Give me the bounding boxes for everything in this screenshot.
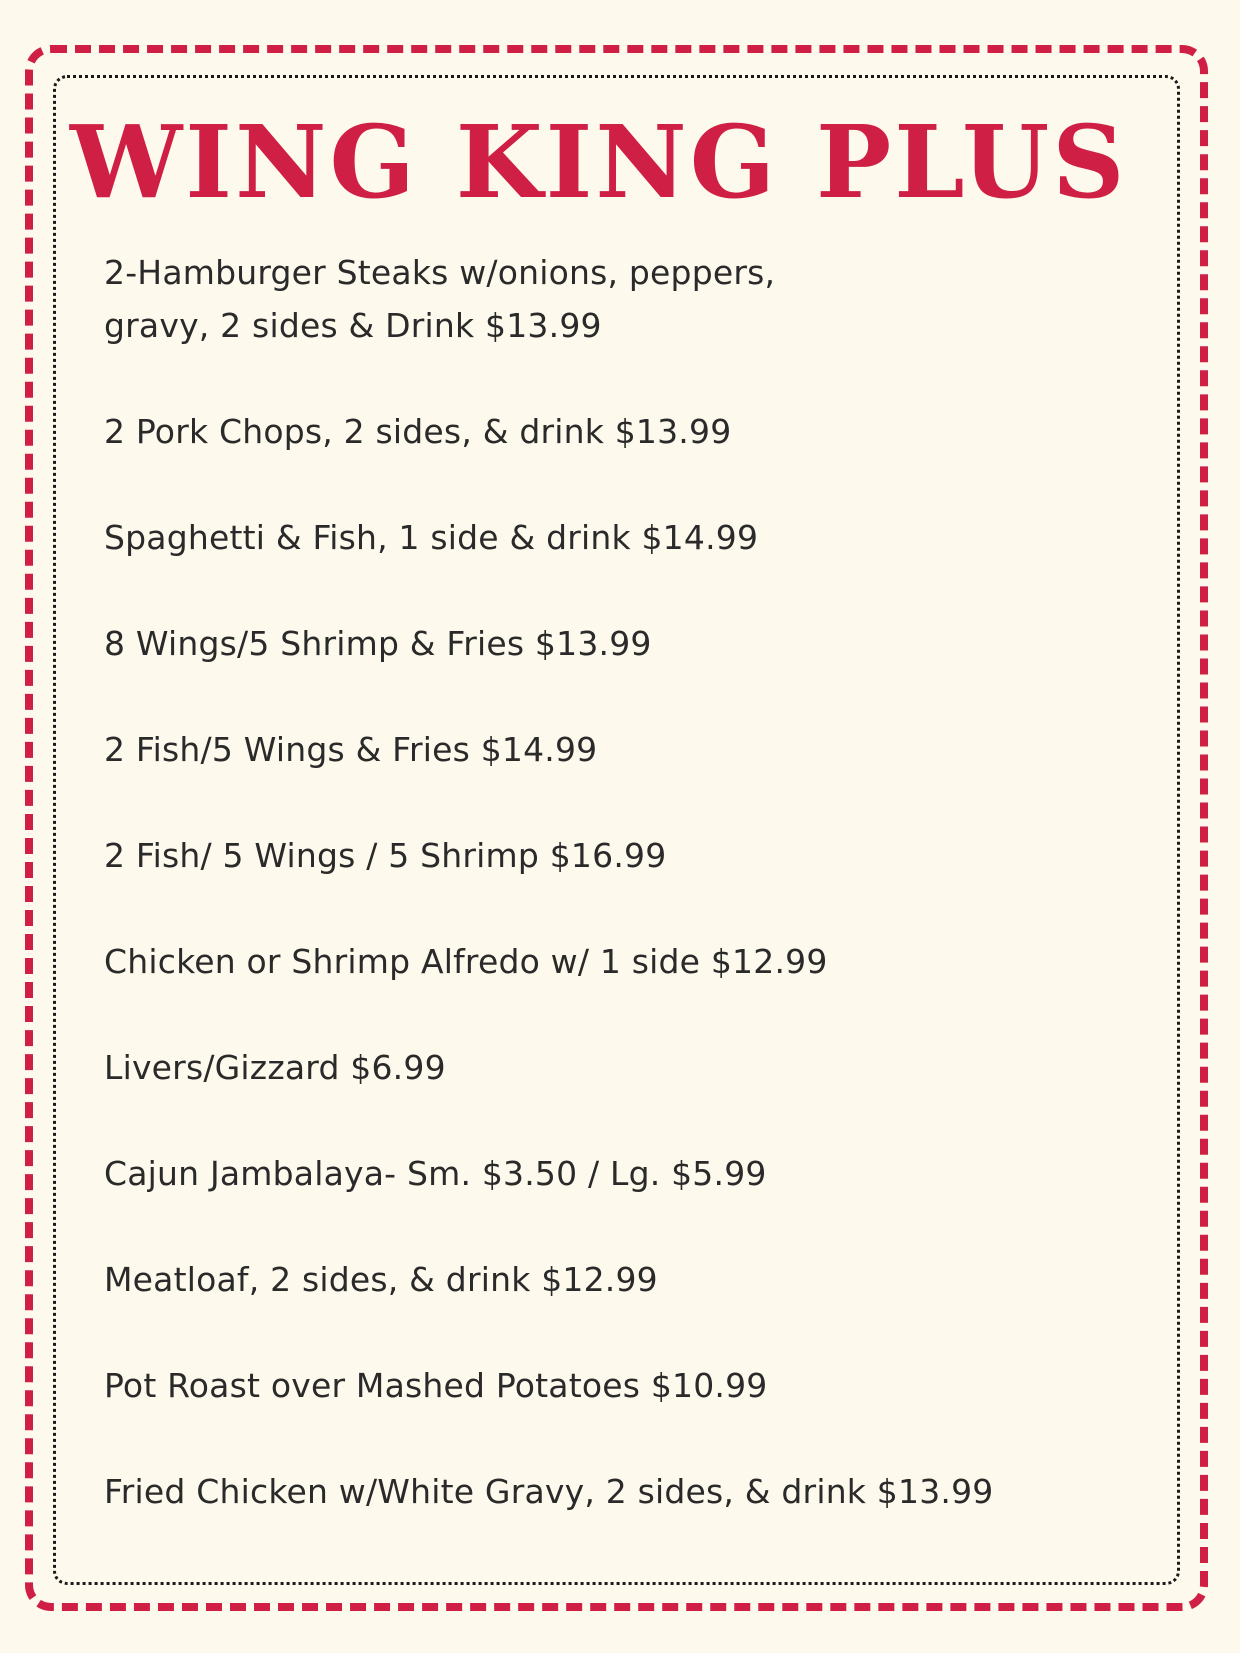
menu-item [104,1041,1164,1094]
menu-item-line: Chicken or Shrimp Alfredo w/ 1 side $12.99 [104,942,828,981]
menu-item [104,829,1164,882]
menu-list [104,246,1164,1571]
menu-item [104,1253,1164,1306]
menu-item-line: 2 Fish/5 Wings & Fries $14.99 [104,730,598,769]
menu-item-line: Meatloaf, 2 sides, & drink $12.99 [104,1260,658,1299]
menu-item-line: Fried Chicken w/White Gravy, 2 sides, & drink $13.99 [104,1472,994,1511]
menu-title: WING KING PLUS [70,103,1128,221]
menu-item [104,1465,1164,1518]
menu-item-line: 2 Pork Chops, 2 sides, & drink $13.99 [104,412,732,451]
menu-item-line: Livers/Gizzard $6.99 [104,1048,446,1087]
menu-item-line: 8 Wings/5 Shrimp & Fries $13.99 [104,624,652,663]
menu-item [104,405,1164,458]
menu-item-line: Spaghetti & Fish, 1 side & drink $14.99 [104,518,759,557]
menu-item-line: 2 Fish/ 5 Wings / 5 Shrimp $16.99 [104,836,667,875]
menu-item-line: Pot Roast over Mashed Potatoes $10.99 [104,1366,768,1405]
menu-item [104,1359,1164,1412]
menu-item-line: Cajun Jambalaya- Sm. $3.50 / Lg. $5.99 [104,1154,767,1193]
menu-item [104,723,1164,776]
menu-item [104,511,1164,564]
menu-item-line: 2-Hamburger Steaks w/onions, peppers, [104,253,776,292]
menu-item-line: gravy, 2 sides & Drink $13.99 [104,306,602,345]
menu-item [104,1147,1164,1200]
menu-item [104,246,1164,352]
menu-item [104,935,1164,988]
menu-item [104,617,1164,670]
